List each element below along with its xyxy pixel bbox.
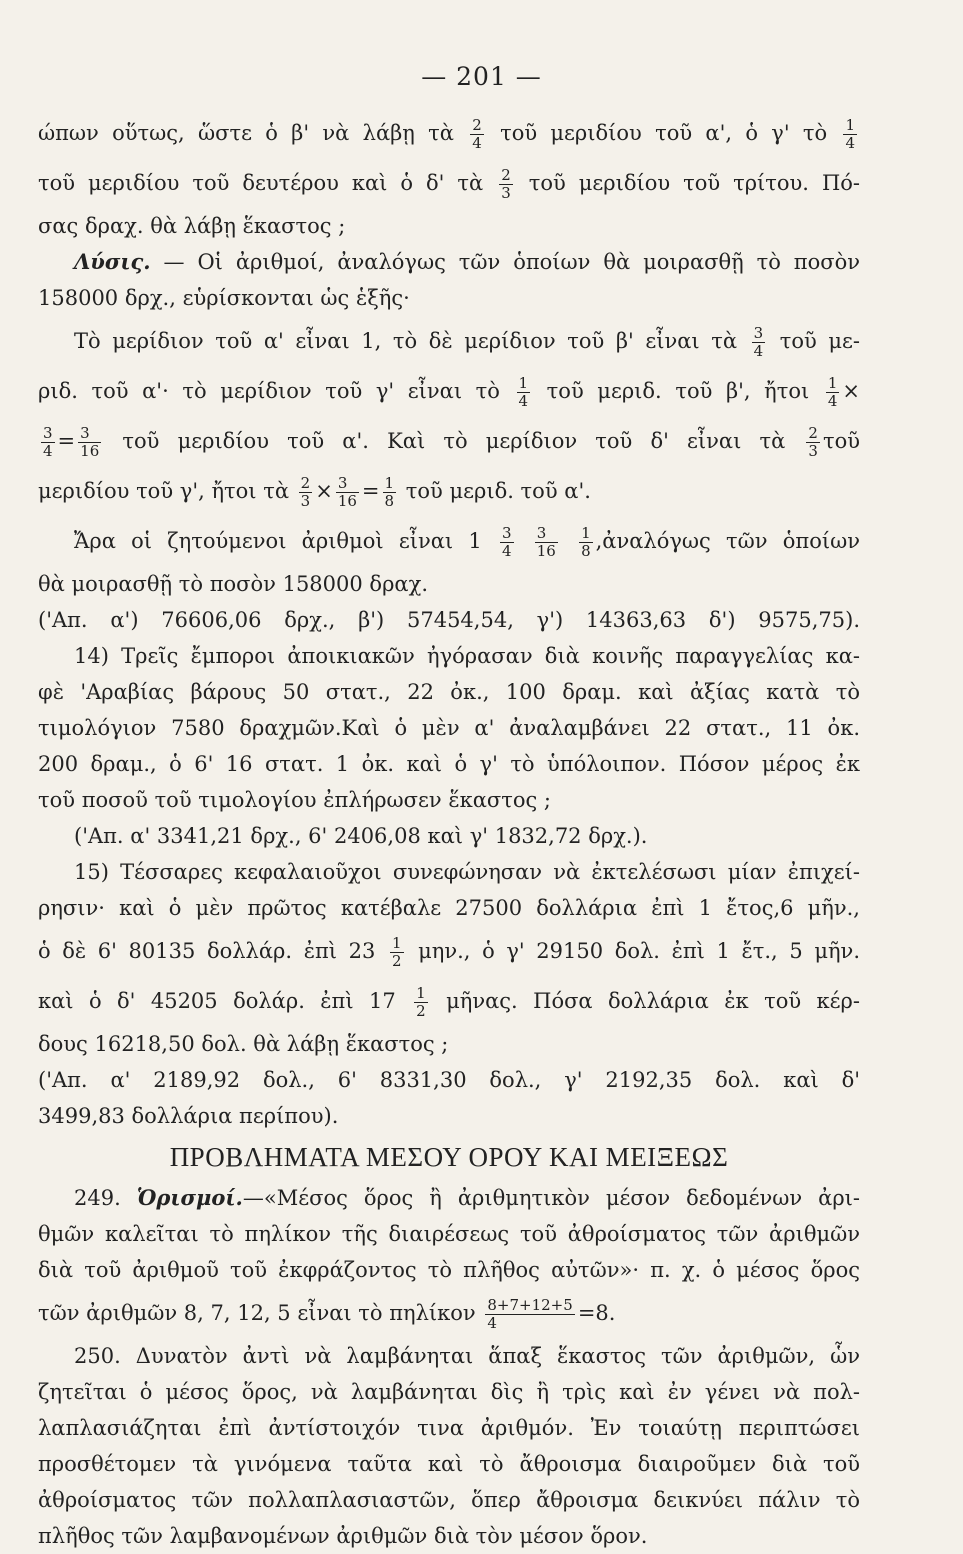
fraction-numerator: 1 bbox=[845, 116, 855, 134]
text-run: τῶν ἀριθμῶν 8, 7, 12, 5 εἶναι τὸ πηλίκον bbox=[38, 1301, 483, 1325]
fraction-denominator: 4 bbox=[487, 1314, 497, 1332]
fraction-numerator: 1 bbox=[416, 984, 426, 1002]
fraction-numerator: 2 bbox=[501, 166, 511, 184]
fraction bbox=[485, 1297, 574, 1332]
text-line bbox=[38, 1026, 860, 1062]
text-run: ὁ δὲ 6' 80135 δολλάρ. ἐπὶ 23 bbox=[38, 939, 387, 963]
text-run: ('Απ. α' 3341,21 δρχ., 6' 2406,08 καὶ γ' 1832,72 δρχ.). bbox=[74, 824, 648, 848]
fraction-numerator: 2 bbox=[472, 116, 482, 134]
text-run: = bbox=[361, 479, 380, 503]
text-run bbox=[561, 529, 576, 553]
text-line bbox=[38, 1216, 860, 1252]
page-text bbox=[38, 108, 860, 1554]
fraction bbox=[826, 375, 840, 410]
text-run bbox=[517, 529, 532, 553]
text-line bbox=[38, 566, 860, 602]
fraction-numerator: 3 bbox=[535, 525, 558, 543]
text-line bbox=[38, 366, 860, 416]
text-run: τοῦ μεριδ. τοῦ α'. bbox=[399, 479, 591, 503]
text-run: τοῦ ποσοῦ τοῦ τιμολογίου ἐπλήρωσεν ἕκαστος ; bbox=[38, 788, 552, 812]
text-run: =8. bbox=[577, 1301, 616, 1325]
text-line bbox=[38, 1252, 860, 1288]
fraction bbox=[383, 475, 397, 510]
fraction-numerator: 1 bbox=[827, 374, 838, 392]
text-line bbox=[38, 1062, 860, 1098]
fraction-denominator: 4 bbox=[472, 134, 482, 152]
fraction bbox=[517, 375, 531, 410]
fraction-numerator: 2 bbox=[808, 424, 818, 442]
text-run: ΠΡΟΒΛΗΜΑΤΑ ΜΕΣΟΥ ΟΡΟΥ ΚΑΙ ΜΕΙΞΕΩΣ bbox=[169, 1142, 729, 1172]
fraction bbox=[579, 525, 593, 560]
text-run: τοῦ μεριδ. τοῦ β', ἤτοι bbox=[533, 379, 823, 403]
text-run: × bbox=[315, 479, 333, 503]
italic-label: Ὁρισμοί. bbox=[136, 1185, 243, 1210]
fraction-numerator: 1 bbox=[518, 374, 529, 392]
text-run: ἀθροίσματος τῶν πολλαπλασιαστῶν, ὅπερ ἄθροισμα δεικνύει πάλιν τὸ bbox=[38, 1488, 860, 1512]
text-run: μην., ὁ γ' 29150 δολ. ἐπὶ 1 ἔτ., 5 μῆν. bbox=[406, 939, 860, 963]
fraction bbox=[499, 167, 513, 202]
fraction-denominator: 3 bbox=[501, 184, 511, 202]
fraction-numerator: 3 bbox=[78, 425, 101, 443]
fraction-numerator: 3 bbox=[501, 524, 512, 542]
fraction bbox=[41, 425, 55, 460]
text-line bbox=[38, 854, 860, 890]
fraction-numerator: 3 bbox=[336, 475, 359, 493]
text-run: 250. Δυνατὸν ἀντὶ νὰ λαμβάνηται ἅπαξ ἕκαστος τῶν ἀριθμῶν, ὧν bbox=[74, 1344, 860, 1368]
fraction-numerator: 1 bbox=[581, 524, 591, 542]
text-line bbox=[38, 1180, 860, 1216]
text-line bbox=[38, 1098, 860, 1134]
text-line bbox=[38, 1288, 860, 1338]
text-line bbox=[38, 1446, 860, 1482]
page-number: — 201 — bbox=[421, 62, 542, 91]
fraction-denominator: 4 bbox=[501, 542, 512, 560]
text-run: τοῦ με- bbox=[768, 329, 860, 353]
text-line bbox=[38, 638, 860, 674]
fraction bbox=[414, 985, 428, 1020]
fraction-denominator: 2 bbox=[391, 952, 402, 970]
text-run: σας δραχ. θὰ λάβῃ ἕκαστος ; bbox=[38, 214, 346, 238]
text-line bbox=[38, 316, 860, 366]
fraction bbox=[299, 475, 313, 510]
text-line bbox=[38, 516, 860, 566]
fraction-denominator: 4 bbox=[43, 442, 53, 460]
fraction-denominator: 4 bbox=[518, 392, 529, 410]
fraction-denominator: 3 bbox=[300, 492, 311, 510]
fraction bbox=[806, 425, 820, 460]
text-run: × bbox=[842, 379, 860, 403]
text-run: 14) Τρεῖς ἔμποροι ἀποικιακῶν ἠγόρασαν διὰ κοινῆς παραγγελίας κα- bbox=[74, 644, 860, 668]
text-run: δους 16218,50 δολ. θὰ λάβῃ ἕκαστος ; bbox=[38, 1032, 449, 1056]
text-run: ('Απ. α') 76606,06 δρχ., β') 57454,54, γ') 14363,63 δ') 9575,75). bbox=[38, 608, 860, 632]
text-run: τοῦ μεριδίου τοῦ α'. Καὶ τὸ μερίδιον τοῦ δ' εἶναι τὰ bbox=[104, 429, 804, 453]
fraction-denominator: 16 bbox=[80, 442, 100, 460]
text-line bbox=[38, 1410, 860, 1446]
fraction-numerator: 3 bbox=[753, 324, 764, 342]
text-line bbox=[38, 1482, 860, 1518]
text-run: 158000 δρχ., εὑρίσκονται ὡς ἑξῆς· bbox=[38, 286, 410, 310]
text-run: ,ἀναλόγως τῶν ὁποίων bbox=[595, 529, 860, 553]
text-line bbox=[38, 746, 860, 782]
fraction-denominator: 4 bbox=[753, 342, 764, 360]
text-run: — Οἱ ἀριθμοί, ἀναλόγως τῶν ὁποίων θὰ μοιρασθῇ τὸ ποσὸν bbox=[150, 250, 860, 274]
italic-label: Λύσις. bbox=[74, 249, 151, 274]
text-run: θμῶν καλεῖται τὸ πηλίκον τῆς διαιρέσεως τοῦ ἀθροίσματος τῶν ἀριθμῶν bbox=[38, 1222, 860, 1246]
text-line bbox=[38, 818, 860, 854]
text-run: τοῦ μεριδίου τοῦ δευτέρου καὶ ὁ δ' τὰ bbox=[38, 171, 497, 195]
text-run: ζητεῖται ὁ μέσος ὅρος, νὰ λαμβάνηται δὶς ἢ τρὶς καὶ ἐν γένει νὰ πολ- bbox=[38, 1380, 860, 1404]
fraction-denominator: 8 bbox=[581, 542, 591, 560]
text-line bbox=[38, 244, 860, 280]
text-run: 200 δραμ., ὁ 6' 16 στατ. 1 ὀκ. καὶ ὁ γ' τὸ ὑπόλοιπον. Πόσον μέρος ἐκ bbox=[38, 752, 860, 776]
text-line bbox=[38, 158, 860, 208]
fraction bbox=[843, 117, 857, 152]
text-run: 3499,83 δολλάρια περίπου). bbox=[38, 1104, 339, 1128]
fraction-numerator: 3 bbox=[43, 424, 53, 442]
text-line bbox=[38, 782, 860, 818]
fraction-denominator: 16 bbox=[536, 542, 556, 560]
text-run: Τὸ μερίδιον τοῦ α' εἶναι 1, τὸ δὲ μερίδιον τοῦ β' εἶναι τὰ bbox=[74, 329, 749, 353]
text-line bbox=[38, 108, 860, 158]
text-run: πλῆθος τῶν λαμβανομένων ἀριθμῶν διὰ τὸν μέσον ὅρον. bbox=[38, 1524, 648, 1548]
fraction bbox=[78, 425, 101, 460]
fraction-denominator: 16 bbox=[337, 492, 357, 510]
text-run: προσθέτομεν τὰ γινόμενα ταῦτα καὶ τὸ ἄθροισμα διαιροῦμεν διὰ τοῦ bbox=[38, 1452, 860, 1476]
fraction-denominator: 4 bbox=[845, 134, 855, 152]
text-run: φὲ 'Αραβίας βάρους 50 στατ., 22 ὀκ., 100 δραμ. καὶ ἀξίας κατὰ τὸ bbox=[38, 680, 860, 704]
fraction-numerator: 8+7+12+5 bbox=[487, 1296, 573, 1314]
text-line bbox=[38, 1374, 860, 1410]
fraction bbox=[500, 525, 514, 560]
text-run: —«Μέσος ὅρος ἢ ἀριθμητικὸν μέσον δεδομένων ἀρι- bbox=[242, 1186, 861, 1210]
text-run: μῆνας. Πόσα δολλάρια ἐκ τοῦ κέρ- bbox=[430, 989, 860, 1013]
text-line bbox=[38, 890, 860, 926]
text-run: Ἄρα οἱ ζητούμενοι ἀριθμοὶ εἶναι 1 bbox=[74, 529, 497, 553]
fraction-numerator: 1 bbox=[384, 474, 395, 492]
text-line bbox=[38, 466, 860, 516]
fraction bbox=[336, 475, 359, 510]
fraction bbox=[390, 935, 404, 970]
fraction bbox=[752, 325, 766, 360]
section-heading bbox=[38, 1134, 860, 1180]
text-run: ρησιν· καὶ ὁ μὲν πρῶτος κατέβαλε 27500 δολλάρια ἐπὶ 1 ἔτος,6 μῆν., bbox=[38, 896, 860, 920]
text-run: καὶ ὁ δ' 45205 δολάρ. ἐπὶ 17 bbox=[38, 989, 412, 1013]
text-line bbox=[38, 280, 860, 316]
text-run: ριδ. τοῦ α'· τὸ μερίδιον τοῦ γ' εἶναι τὸ bbox=[38, 379, 514, 403]
fraction bbox=[535, 525, 558, 560]
text-line bbox=[38, 710, 860, 746]
fraction-denominator: 3 bbox=[808, 442, 818, 460]
text-run: 249. bbox=[74, 1186, 137, 1210]
text-run: τοῦ μεριδίου τοῦ τρίτου. Πό- bbox=[515, 171, 860, 195]
text-line bbox=[38, 1338, 860, 1374]
text-run: ('Απ. α' 2189,92 δολ., 6' 8331,30 δολ., γ' 2192,35 δολ. καὶ δ' bbox=[38, 1068, 860, 1092]
text-line bbox=[38, 926, 860, 976]
text-run: θὰ μοιρασθῇ τὸ ποσὸν 158000 δραχ. bbox=[38, 572, 428, 596]
fraction-denominator: 2 bbox=[416, 1002, 426, 1020]
fraction bbox=[470, 117, 484, 152]
text-run: τοῦ bbox=[822, 429, 860, 453]
text-run: = bbox=[57, 429, 76, 453]
text-run: τοῦ μεριδίου τοῦ α', ὁ γ' τὸ bbox=[486, 121, 841, 145]
text-run: διὰ τοῦ ἀριθμοῦ τοῦ ἐκφράζοντος τὸ πλῆθος αὐτῶν»· π. χ. ὁ μέσος ὅρος bbox=[38, 1258, 860, 1282]
fraction-numerator: 2 bbox=[300, 474, 311, 492]
text-line bbox=[38, 674, 860, 710]
text-run: τιμολόγιον 7580 δραχμῶν.Καὶ ὁ μὲν α' ἀναλαμβάνει 22 στατ., 11 ὀκ. bbox=[38, 716, 860, 740]
fraction-denominator: 8 bbox=[384, 492, 395, 510]
text-run: 15) Τέσσαρες κεφαλαιοῦχοι συνεφώνησαν νὰ ἐκτελέσωσι μίαν ἐπιχεί- bbox=[74, 860, 860, 884]
text-run: ώπων οὕτως, ὥστε ὁ β' νὰ λάβῃ τὰ bbox=[38, 121, 468, 145]
text-line bbox=[38, 602, 860, 638]
text-run: λαπλασιάζηται ἐπὶ ἀντίστοιχόν τινα ἀριθμόν. Ἐν τοιαύτῃ περιπτώσει bbox=[38, 1416, 860, 1440]
fraction-numerator: 1 bbox=[391, 934, 402, 952]
text-line bbox=[38, 416, 860, 466]
text-line bbox=[38, 976, 860, 1026]
fraction-denominator: 4 bbox=[827, 392, 838, 410]
text-line bbox=[38, 208, 860, 244]
text-line bbox=[38, 1518, 860, 1554]
text-run: μεριδίου τοῦ γ', ἤτοι τὰ bbox=[38, 479, 296, 503]
